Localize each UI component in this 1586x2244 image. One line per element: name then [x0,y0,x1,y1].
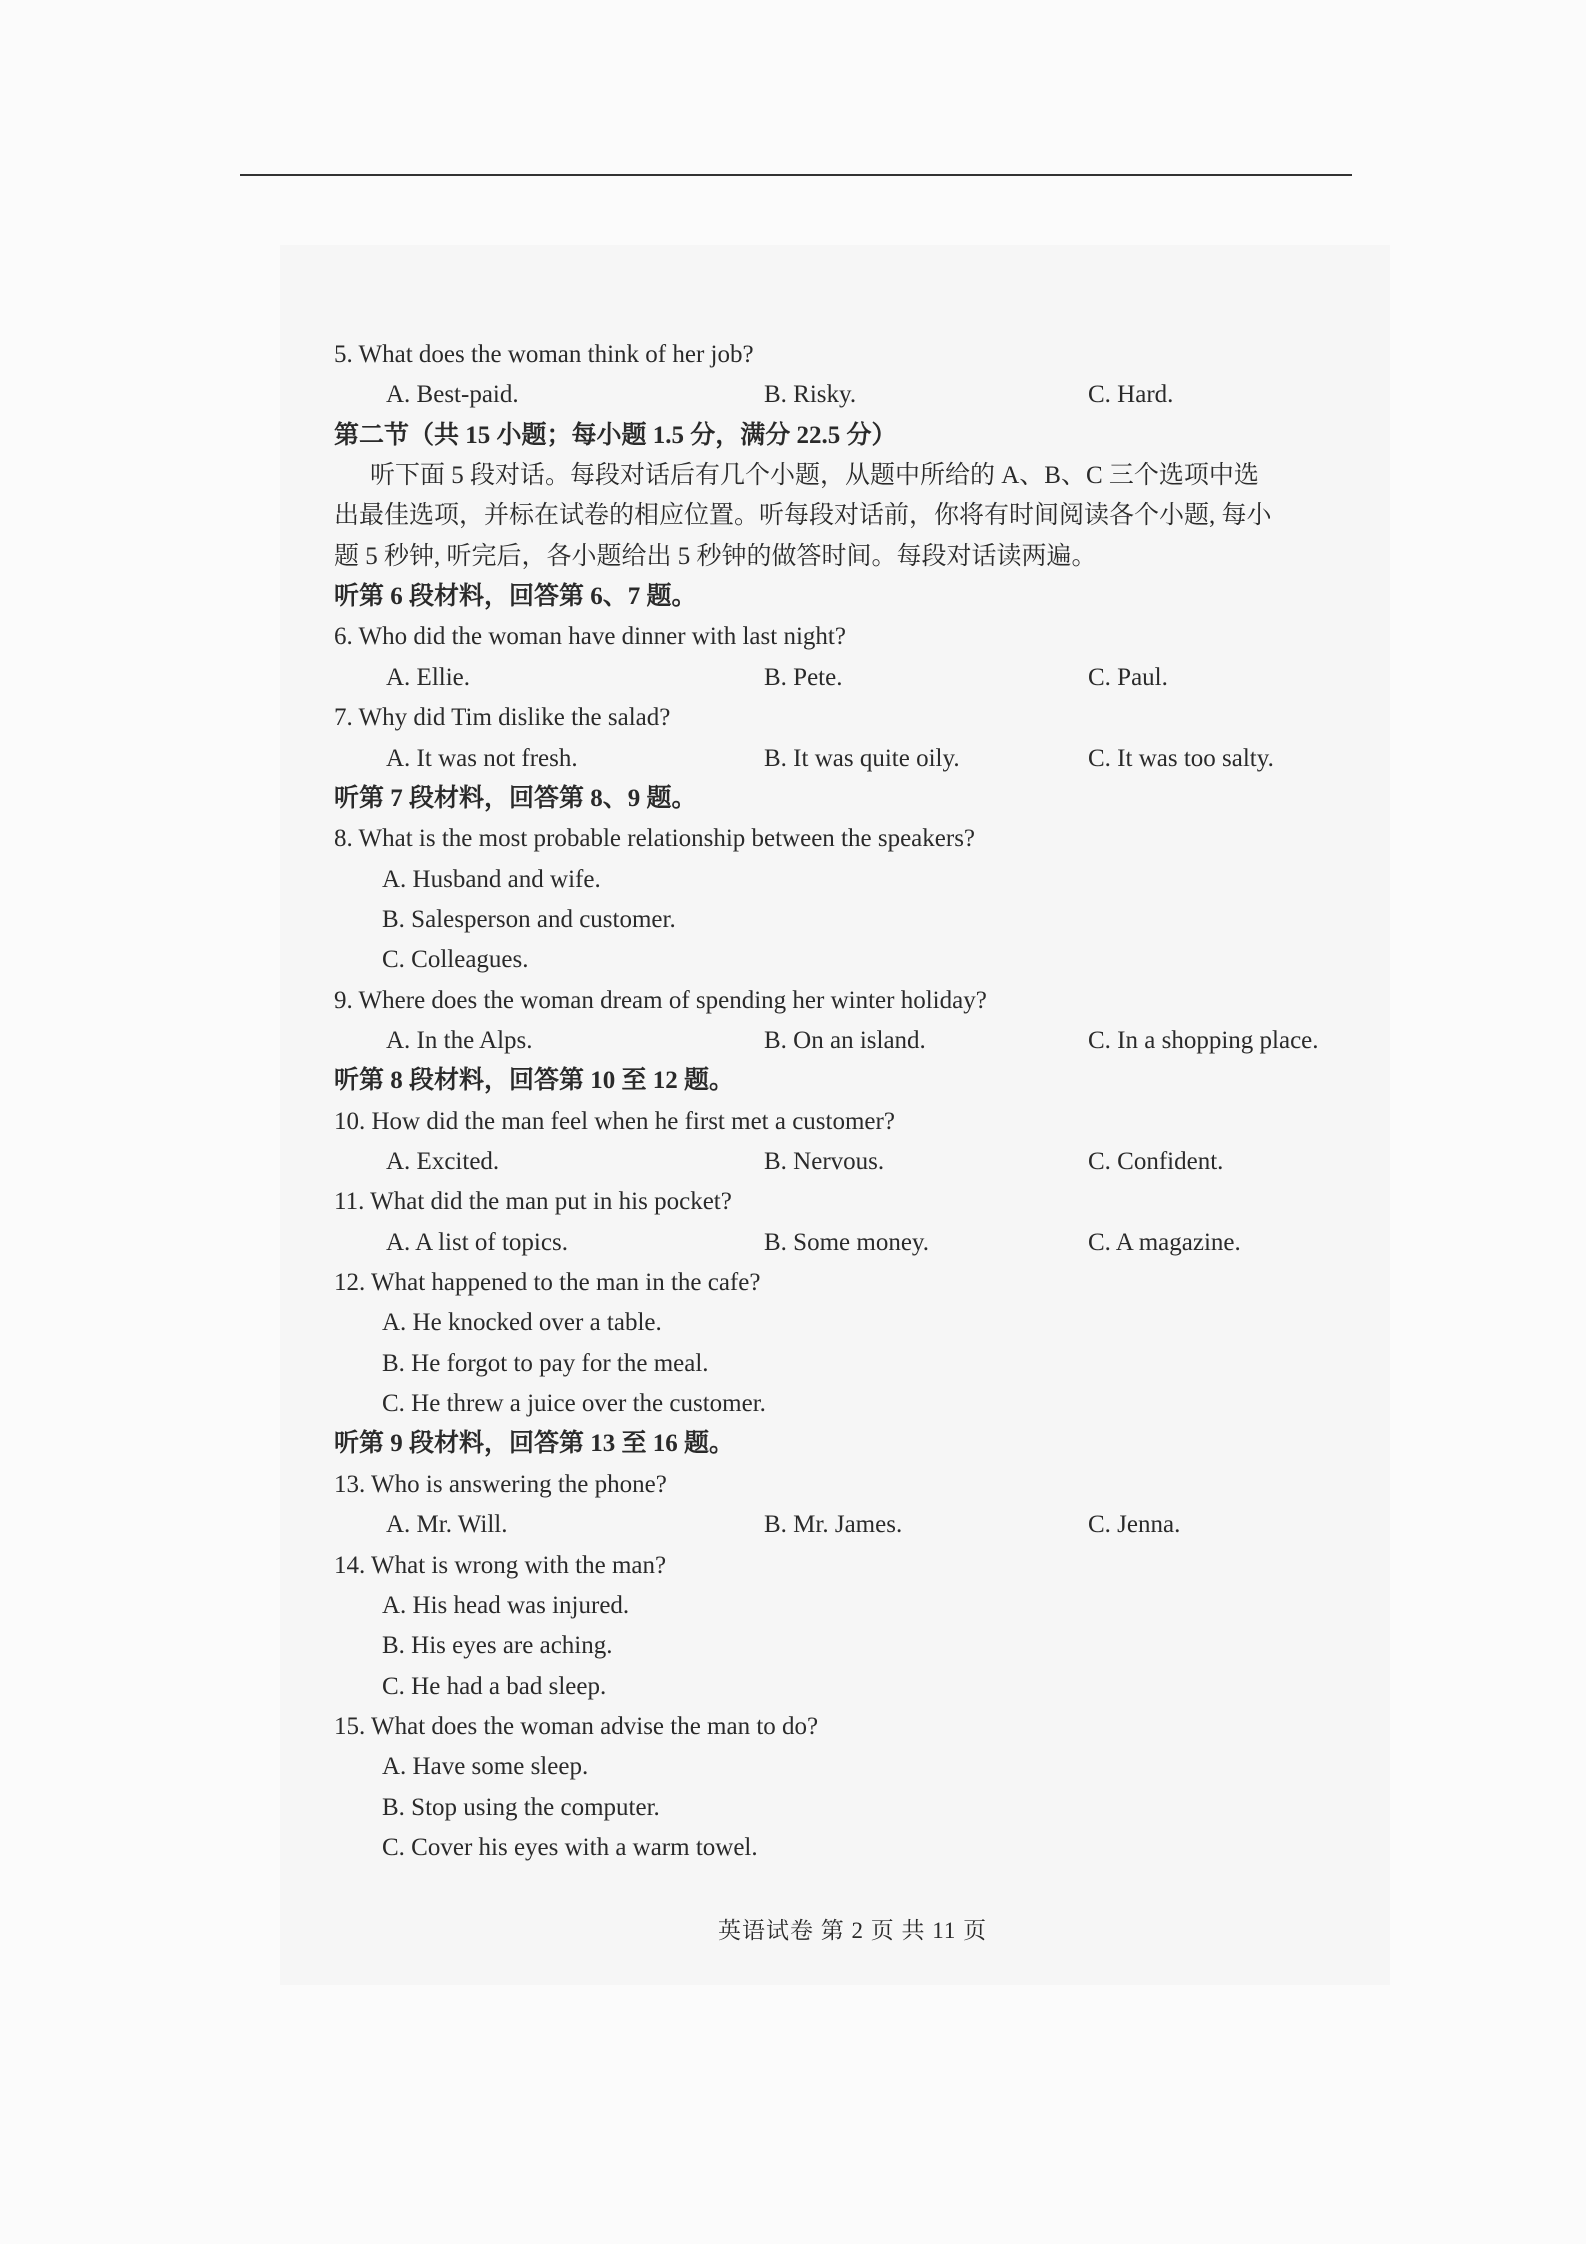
option-c: C. Jenna. [1088,1511,1181,1538]
option-line: A. His head was injured. [382,1592,630,1619]
question-text: 12. What happened to the man in the cafe? [334,1269,761,1296]
section-heading: 听第 8 段材料，回答第 10 至 12 题。 [334,1067,735,1094]
option-line: B. Salesperson and customer. [382,906,676,933]
question-text: 5. What does the woman think of her job? [334,341,754,368]
question-text: 15. What does the woman advise the man to do? [334,1713,819,1740]
option-c: C. Confident. [1088,1148,1224,1175]
option-b: B. Risky. [764,381,857,408]
question-text: 6. Who did the woman have dinner with last night? [334,623,846,650]
option-b: B. Pete. [764,664,843,691]
option-b: B. On an island. [764,1027,926,1054]
instruction-line: 出最佳选项，并标在试卷的相应位置。听每段对话前，你将有时间阅读各个小题, 每小 [334,502,1272,529]
option-c: C. Paul. [1088,664,1168,691]
question-text: 13. Who is answering the phone? [334,1471,667,1498]
option-line: C. Cover his eyes with a warm towel. [382,1834,758,1861]
option-b: B. Some money. [764,1229,930,1256]
instruction-line: 题 5 秒钟, 听完后，各小题给出 5 秒钟的做答时间。每段对话读两遍。 [334,543,1097,570]
option-line: B. His eyes are aching. [382,1632,613,1659]
option-a: A. It was not fresh. [386,745,578,772]
option-line: A. He knocked over a table. [382,1309,662,1336]
option-a: A. In the Alps. [386,1027,533,1054]
question-text: 9. Where does the woman dream of spending her winter holiday? [334,987,987,1014]
instruction-line: 听下面 5 段对话。每段对话后有几个小题，从题中所给的 A、B、C 三个选项中选 [370,462,1259,489]
option-a: A. A list of topics. [386,1229,568,1256]
option-b: B. Nervous. [764,1148,885,1175]
option-line: B. Stop using the computer. [382,1794,660,1821]
option-a: A. Ellie. [386,664,471,691]
option-line: B. He forgot to pay for the meal. [382,1350,709,1377]
option-c: C. A magazine. [1088,1229,1241,1256]
section-heading: 第二节（共 15 小题；每小题 1.5 分，满分 22.5 分） [334,422,897,449]
option-c: C. Hard. [1088,381,1174,408]
option-a: A. Mr. Will. [386,1511,508,1538]
option-line: C. He threw a juice over the customer. [382,1390,766,1417]
option-line: C. He had a bad sleep. [382,1673,607,1700]
section-heading: 听第 7 段材料，回答第 8、9 题。 [334,785,697,812]
question-text: 7. Why did Tim dislike the salad? [334,704,671,731]
option-line: A. Husband and wife. [382,866,601,893]
option-c: C. It was too salty. [1088,745,1274,772]
option-b: B. Mr. James. [764,1511,903,1538]
option-c: C. In a shopping place. [1088,1027,1319,1054]
option-line: A. Have some sleep. [382,1753,589,1780]
question-text: 10. How did the man feel when he first met a customer? [334,1108,895,1135]
option-a: A. Excited. [386,1148,500,1175]
question-text: 14. What is wrong with the man? [334,1552,667,1579]
question-text: 8. What is the most probable relationship between the speakers? [334,825,976,852]
option-b: B. It was quite oily. [764,745,960,772]
section-heading: 听第 9 段材料，回答第 13 至 16 题。 [334,1430,735,1457]
question-text: 11. What did the man put in his pocket? [334,1188,732,1215]
section-heading: 听第 6 段材料，回答第 6、7 题。 [334,583,697,610]
option-a: A. Best-paid. [386,381,519,408]
option-line: C. Colleagues. [382,946,529,973]
page-footer: 英语试卷 第 2 页 共 11 页 [718,1918,988,1943]
